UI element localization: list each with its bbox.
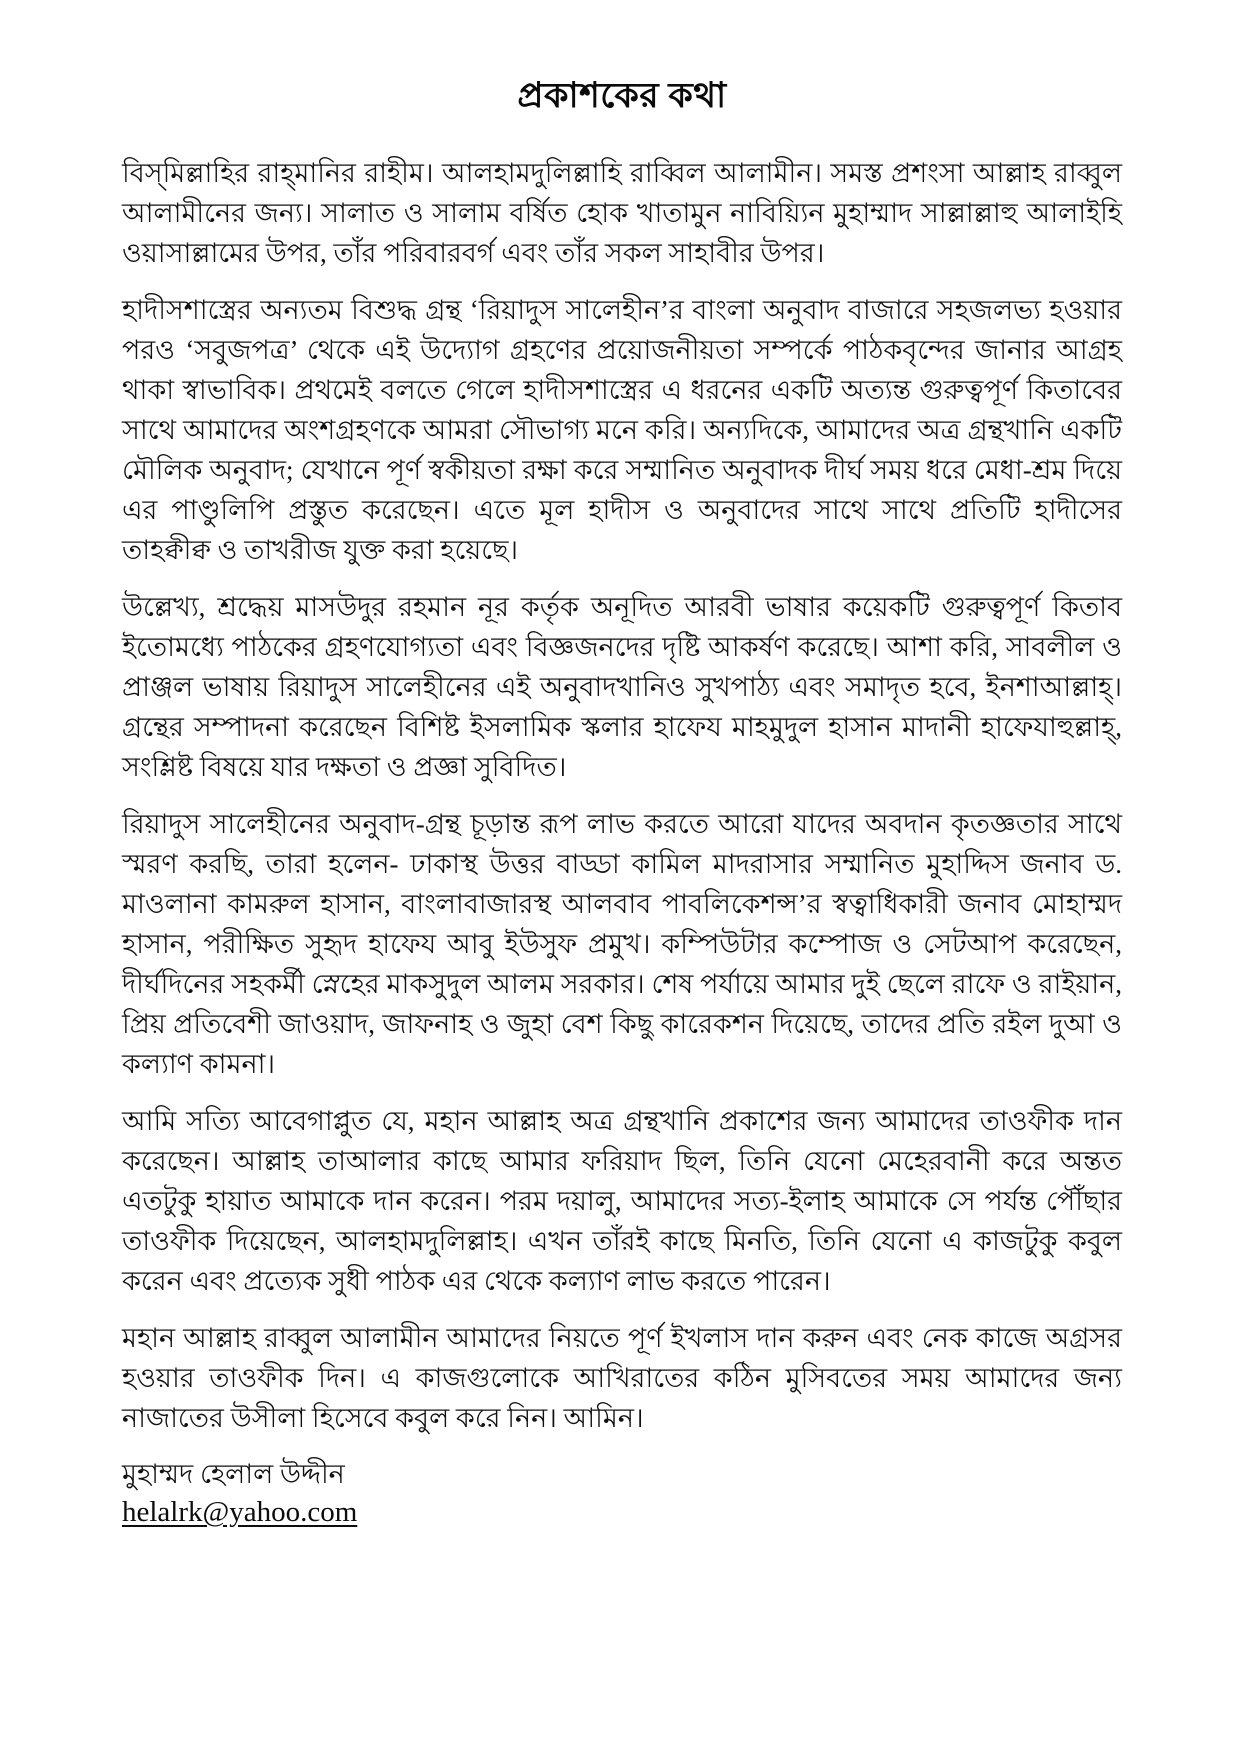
paragraph-closing-dua: মহান আল্লাহ রাব্বুল আলামীন আমাদের নিয়তে পূর্ণ ইখলাস দান করুন এবং নেক কাজে অগ্রসর হওয়ার তাওফীক দিন। এ কাজগুলোকে আখিরাতের কঠিন মুসিবতের সময় আমাদের জন্য নাজাতের উসীলা হিসেবে কবুল করে নিন। আমিন। xyxy=(122,1323,1122,1433)
document-body xyxy=(122,153,1122,1438)
paragraph-acknowledgements: রিয়াদুস সালেহীনের অনুবাদ-গ্রন্থ চূড়ান্ত রূপ লাভ করতে আরো যাদের অবদান কৃতজ্ঞতার সাথে স্মরণ করছি, তারা হলেন- ঢাকাস্থ উত্তর বাড্ডা কামিল মাদরাসার সম্মানিত মুহাদ্দিস জনাব ড. মাওলানা কামরুল হাসান, বাংলাবাজারস্থ আলবাব পাবলিকেশন্স’র স্বত্বাধিকারী জনাব মোহাম্মদ হাসান, পরীক্ষিত সুহৃদ হাফেয আবু ইউসুফ প্রমুখ। কম্পিউটার কম্পোজ ও সেটআপ করেছেন, দীর্ঘদিনের সহকর্মী স্নেহের মাকসুদুল আলম সরকার। শেষ পর্যায়ে আমার দুই ছেলে রাফে ও রাইয়ান, প্রিয় প্রতিবেশী জাওয়াদ, জাফনাহ ও জুহা বেশ কিছু কারেকশন দিয়েছে, তাদের প্রতি রইল দুআ ও কল্যাণ কামনা। xyxy=(122,809,1122,1079)
paragraph-bismillah: বিস্‌মিল্লাহির রাহ্‌মানির রাহীম। আলহামদুলিল্লাহি রাব্বিল আলামীন। সমস্ত প্রশংসা আল্লাহ রাব্বুল আলামীনের জন্য। সালাত ও সালাম বর্ষিত হোক খাতামুন নাবিয়্যিন মুহাম্মাদ সাল্লাল্লাহু আলাইহি ওয়াসাল্লামের উপর, তাঁর পরিবারবর্গ এবং তাঁর সকল সাহাবীর উপর। xyxy=(122,158,1122,268)
paragraph-hadith-intro: হাদীসশাস্ত্রের অন্যতম বিশুদ্ধ গ্রন্থ ‘রিয়াদুস সালেহীন’র বাংলা অনুবাদ বাজারে সহজলভ্য হওয়ার পরও ‘সবুজপত্র’ থেকে এই উদ্যোগ গ্রহণের প্রয়োজনীয়তা সম্পর্কে পাঠকবৃন্দের জানার আগ্রহ থাকা স্বাভাবিক। প্রথমেই বলতে গেলে হাদীসশাস্ত্রের এ ধরনের একটি অত্যন্ত গুরুত্বপূর্ণ কিতাবের সাথে আমাদের অংশগ্রহণকে আমরা সৌভাগ্য মনে করি। অন্যদিকে, আমাদের অত্র গ্রন্থখানি একটি মৌলিক অনুবাদ; যেখানে পূর্ণ স্বকীয়তা রক্ষা করে সম্মানিত অনুবাদক দীর্ঘ সময় ধরে মেধা-শ্রম দিয়ে এর পাণ্ডুলিপি প্রস্তুত করেছেন। এতে মূল হাদীস ও অনুবাদের সাথে সাথে প্রতিটি হাদীসের তাহক্বীক্ব ও তাখরীজ যুক্ত করা হয়েছে। xyxy=(122,295,1122,565)
paragraph-translator-note: উল্লেখ্য, শ্রদ্ধেয় মাসউদুর রহমান নূর কর্তৃক অনূদিত আরবী ভাষার কয়েকটি গুরুত্বপূর্ণ কিতাব ইতোমধ্যে পাঠকের গ্রহণযোগ্যতা এবং বিজ্ঞজনদের দৃষ্টি আকর্ষণ করেছে। আশা করি, সাবলীল ও প্রাঞ্জল ভাষায় রিয়াদুস সালেহীনের এই অনুবাদখানিও সুখপাঠ্য এবং সমাদৃত হবে, ইনশাআল্লাহ্‌। গ্রন্থের সম্পাদনা করেছেন বিশিষ্ট ইসলামিক স্কলার হাফেয মাহমুদুল হাসান মাদানী হাফেযাহুল্লাহ্‌, সংশ্লিষ্ট বিষয়ে যার দক্ষতা ও প্রজ্ঞা সুবিদিত। xyxy=(122,592,1122,782)
email-link[interactable]: helalrk@yahoo.com xyxy=(122,1496,358,1528)
page-title: প্রকাশকের কথা xyxy=(517,76,727,115)
signature-block xyxy=(122,1455,1122,1531)
paragraph-gratitude: আমি সত্যি আবেগাপ্লুত যে, মহান আল্লাহ অত্র গ্রন্থখানি প্রকাশের জন্য আমাদের তাওফীক দান করেছেন। আল্লাহ তাআলার কাছে আমার ফরিয়াদ ছিল, তিনি যেনো মেহেরবানী করে অন্তত এতটুকু হায়াত আমাকে দান করেন। পরম দয়ালু, আমাদের সত্য-ইলাহ আমাকে সে পর্যন্ত পৌঁছার তাওফীক দিয়েছেন, আলহামদুলিল্লাহ। এখন তাঁরই কাছে মিনতি, তিনি যেনো এ কাজটুকু কবুল করেন এবং প্রত্যেক সুধী পাঠক এর থেকে কল্যাণ লাভ করতে পারেন। xyxy=(122,1106,1122,1296)
signature-name: মুহাম্মদ হেলাল উদ্দীন xyxy=(122,1459,345,1489)
